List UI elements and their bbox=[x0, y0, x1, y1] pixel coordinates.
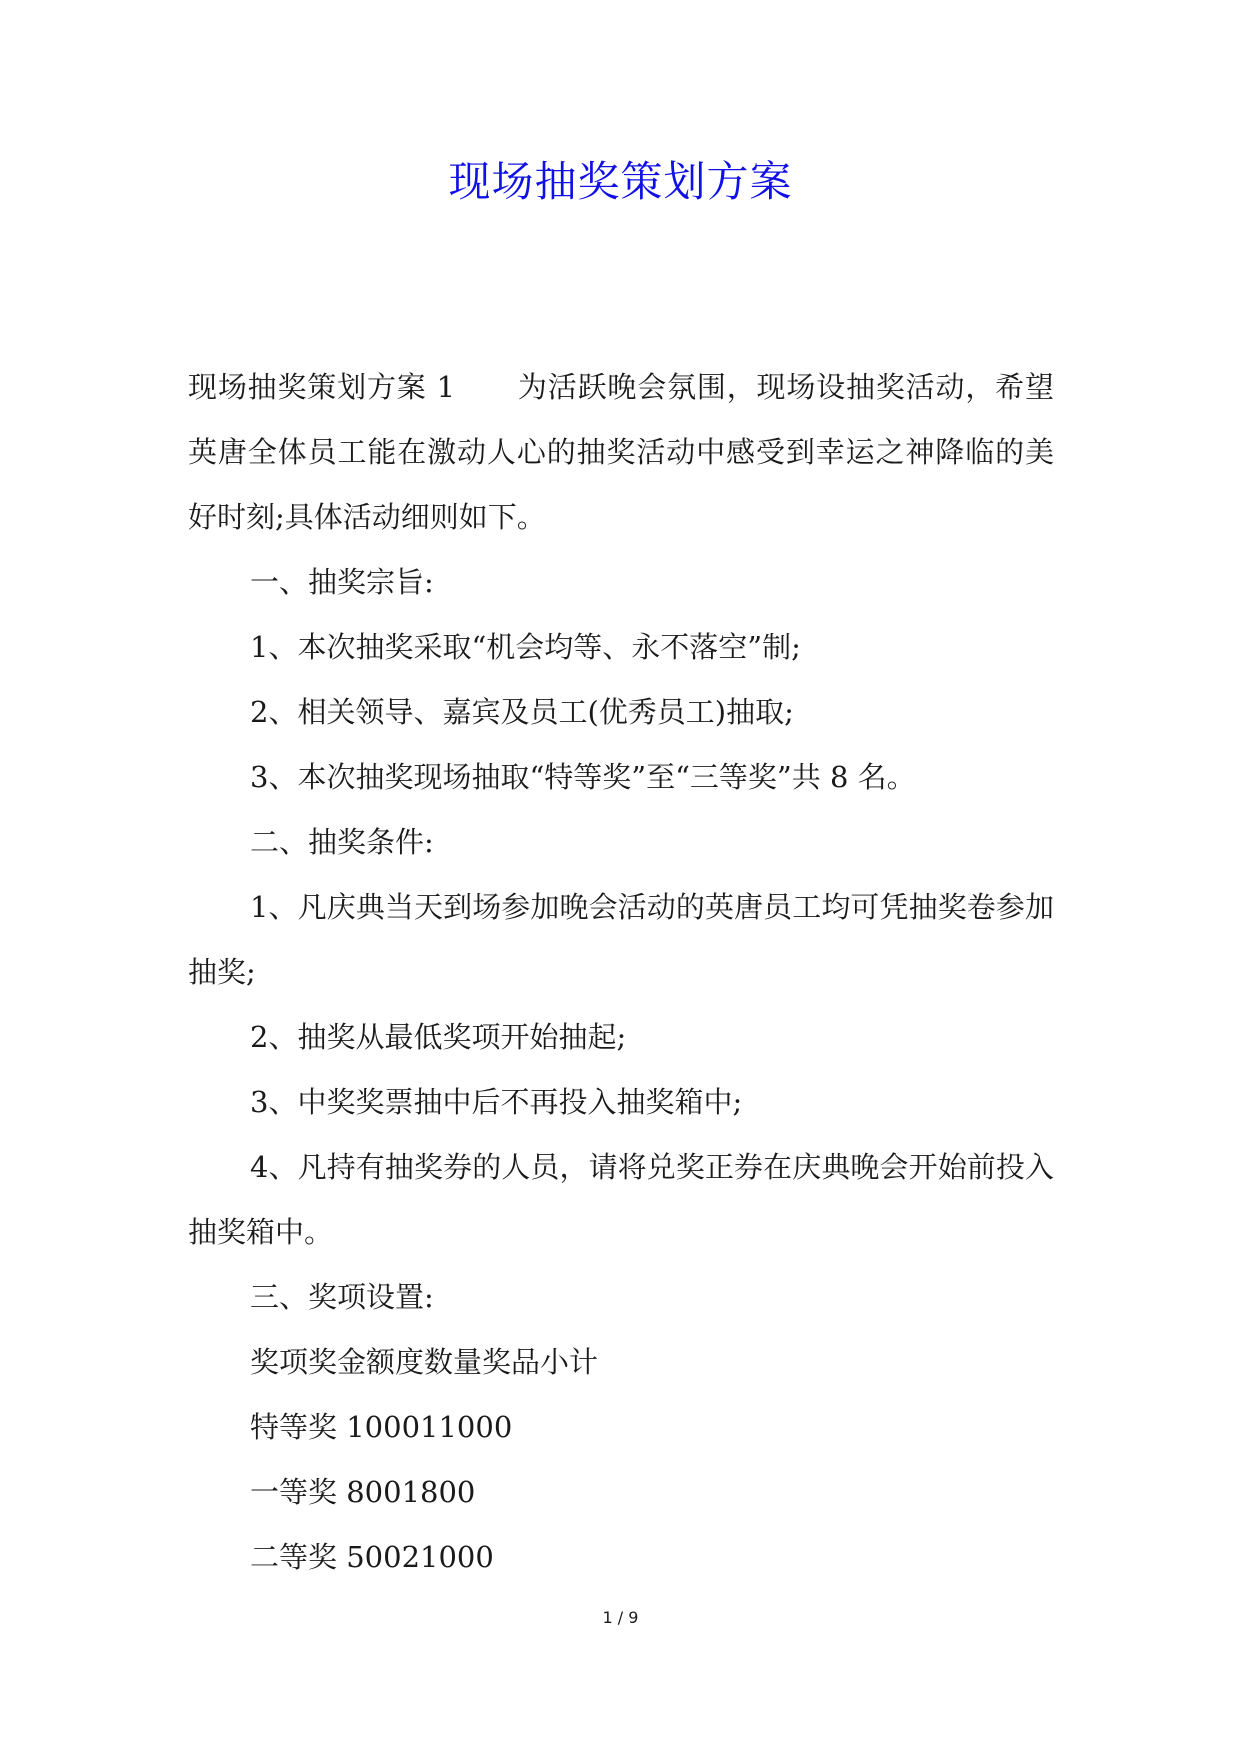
list-item: 3、本次抽奖现场抽取“特等奖”至“三等奖”共 8 名。 bbox=[250, 760, 916, 794]
section-heading: 一、抽奖宗旨: bbox=[250, 565, 434, 599]
list-item: 4、凡持有抽奖券的人员，请将兑奖正券在庆典晚会开始前投入抽奖箱中。 bbox=[188, 1150, 1054, 1249]
document-body bbox=[188, 355, 1054, 1590]
list-item: 3、中奖奖票抽中后不再投入抽奖箱中; bbox=[250, 1085, 743, 1119]
list-item: 1、凡庆典当天到场参加晚会活动的英唐员工均可凭抽奖卷参加抽奖; bbox=[188, 890, 1054, 989]
document-title: 现场抽奖策划方案 bbox=[448, 157, 793, 206]
prize-table-header: 奖项奖金额度数量奖品小计 bbox=[250, 1345, 599, 1379]
section-heading: 二、抽奖条件: bbox=[250, 825, 434, 859]
intro-heading: 现场抽奖策划方案 1 bbox=[188, 370, 456, 404]
prize-row: 二等奖 50021000 bbox=[250, 1540, 494, 1574]
page-number: 1 / 9 bbox=[602, 1608, 639, 1627]
prize-row: 特等奖 100011000 bbox=[250, 1410, 513, 1444]
list-item: 2、抽奖从最低奖项开始抽起; bbox=[250, 1020, 627, 1054]
list-item: 1、本次抽奖采取“机会均等、永不落空”制; bbox=[250, 630, 801, 664]
intro-paragraph bbox=[188, 355, 1054, 550]
intro-text: 为活跃晚会氛围，现场设抽奖活动，希望英唐全体员工能在激动人心的抽奖活动中感受到幸运之神降临的美好时刻;具体活动细则如下。 bbox=[188, 370, 1054, 534]
section-heading: 三、奖项设置: bbox=[250, 1280, 434, 1314]
list-item: 2、相关领导、嘉宾及员工(优秀员工)抽取; bbox=[250, 695, 794, 729]
prize-row: 一等奖 8001800 bbox=[250, 1475, 476, 1509]
